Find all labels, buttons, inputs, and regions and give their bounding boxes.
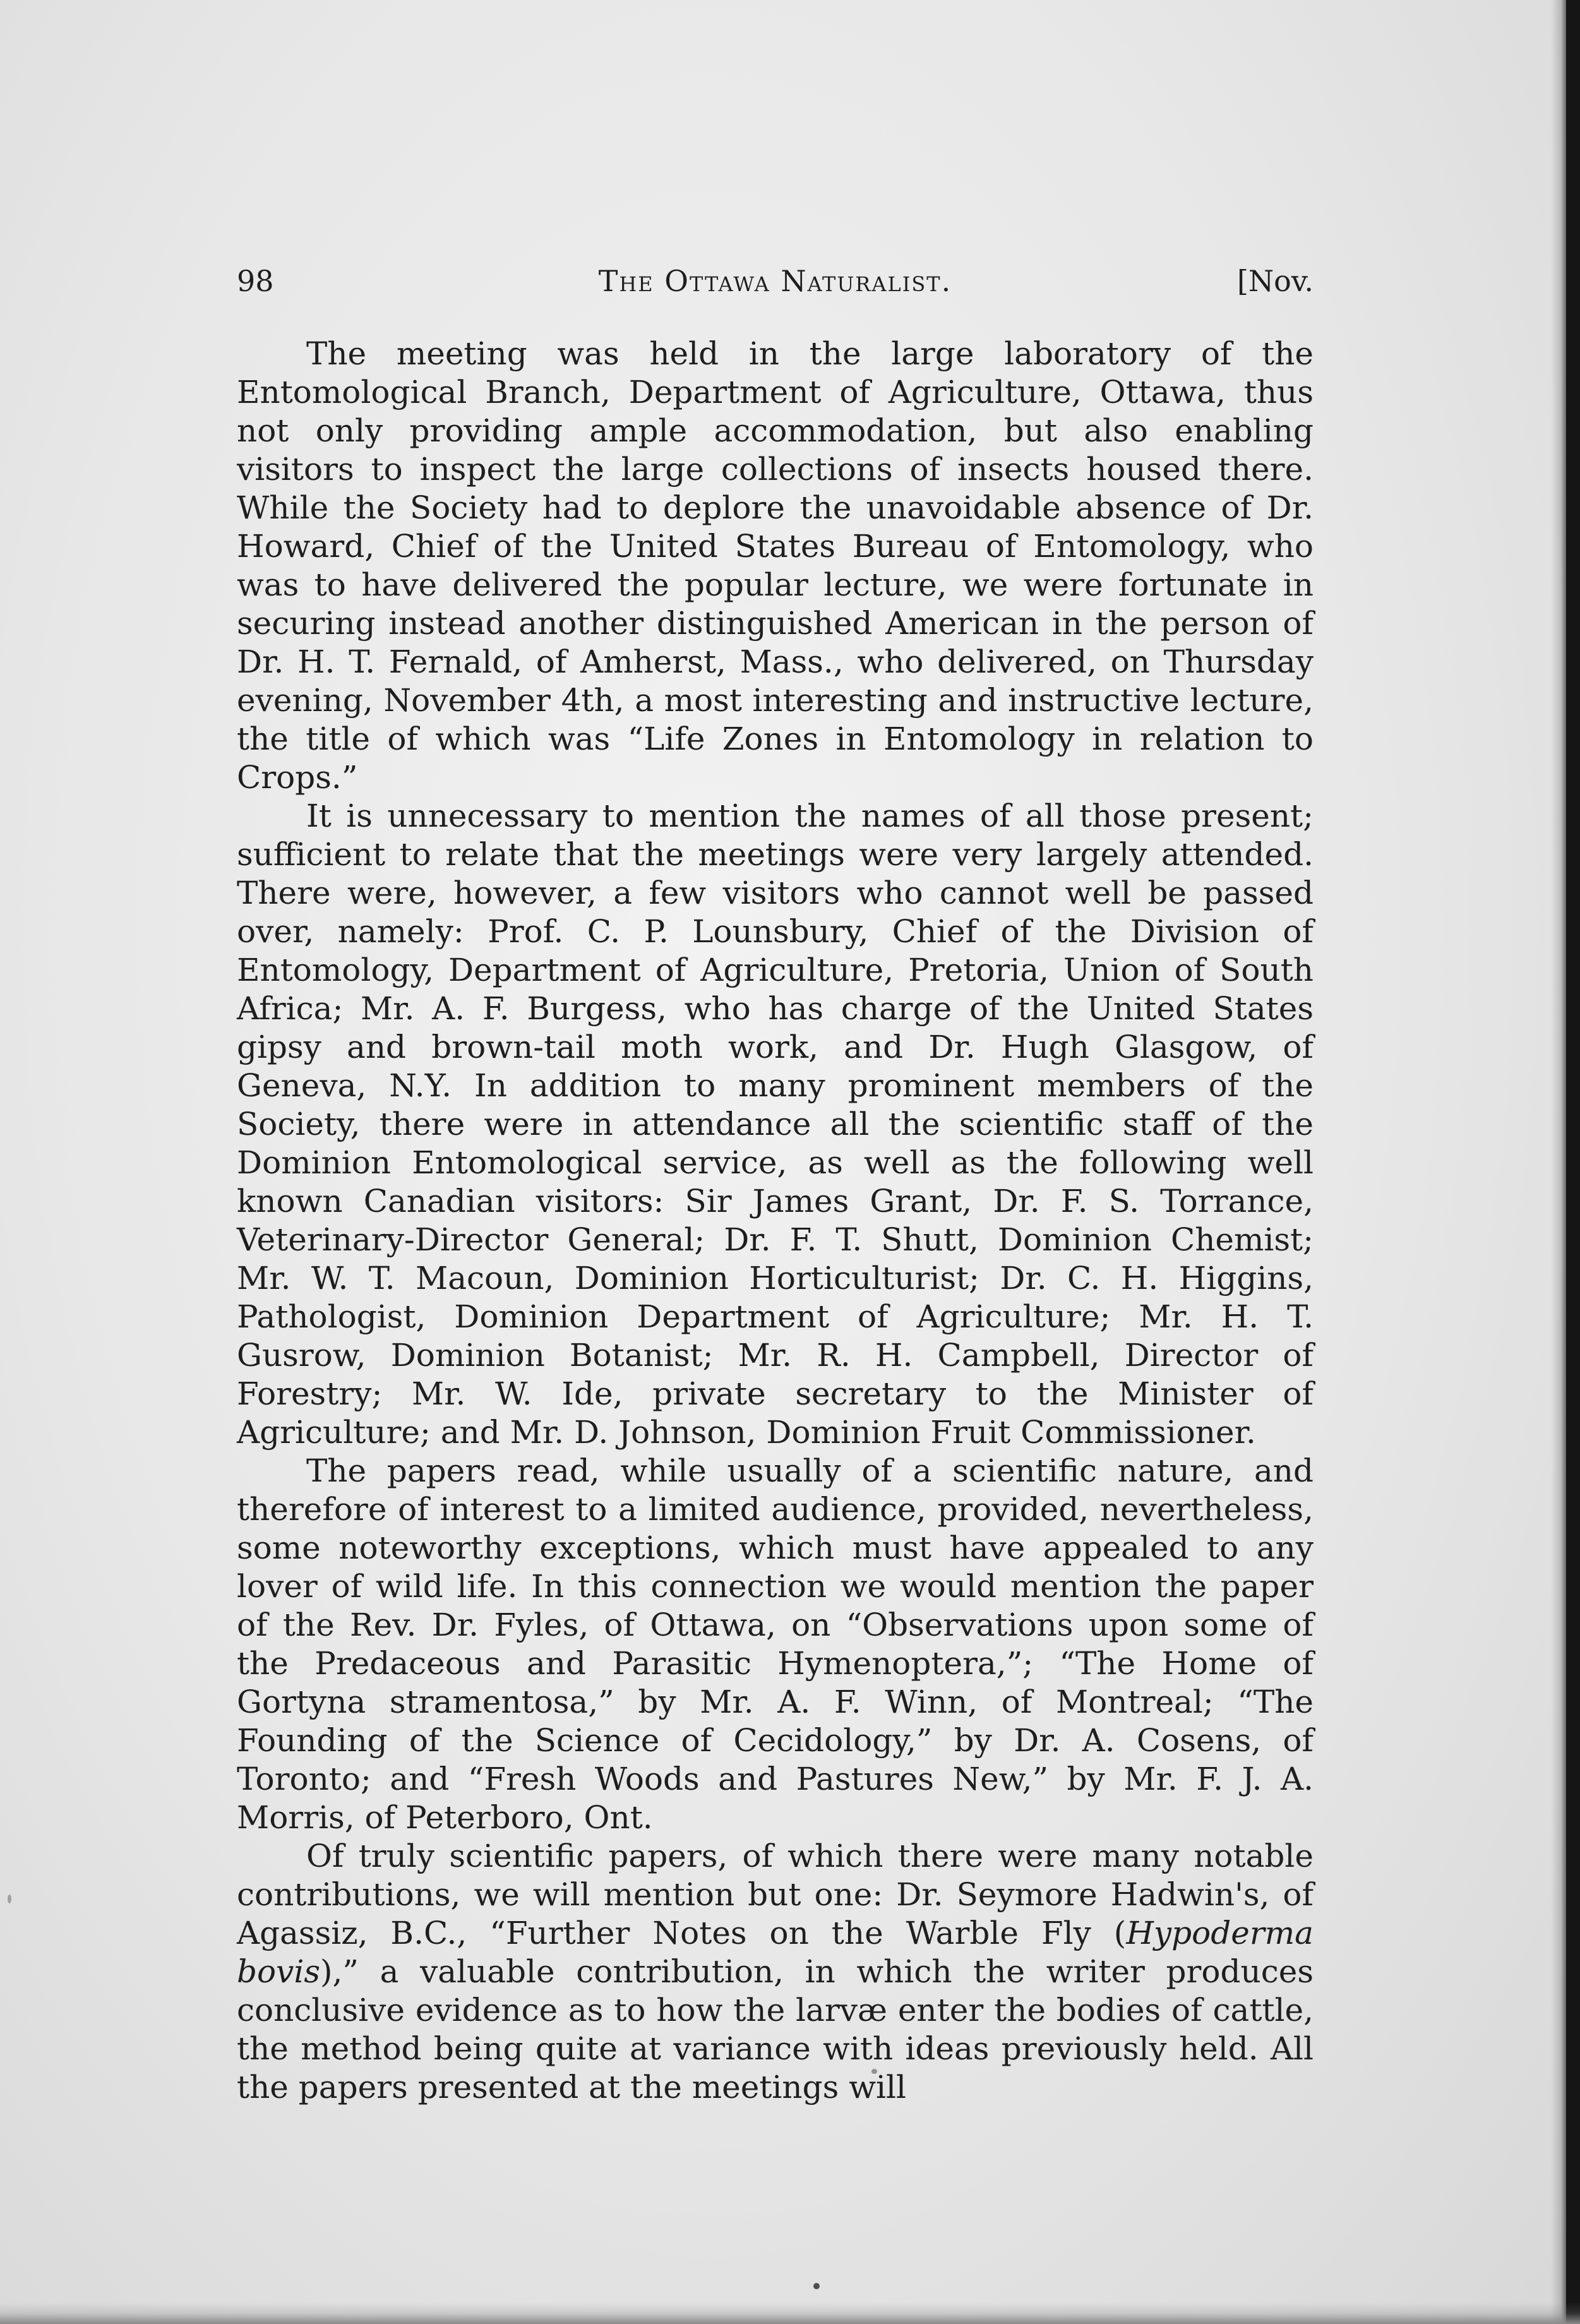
paragraph-visitors: It is unnecessary to mention the names of all those present; sufficient to relate that the meetings were very largely attended. There were, however, a few visitors who cannot well be passed over, namely: Prof. C. P. Lounsbury, Chief of the Division of Entomology, Department of Agriculture, Pretoria, Union of South Africa; Mr. A. F. Burgess, who has charge of the United States gipsy and brown-tail moth work, and Dr. Hugh Glasgow, of Geneva, N.Y. In addition to many prominent members of the Society, there were in attendance all the scientific staff of the Dominion Entomological service, as well as the following well known Canadian visitors: Sir James Grant, Dr. F. S. Torrance, Veterinary-Director General; Dr. F. T. Shutt, Dominion Chemist; Mr. W. T. Macoun, Dominion Horticulturist; Dr. C. H. Higgins, Pathologist, Dominion Department of Agriculture; Mr. H. T. Gusrow, Dominion Botanist; Mr. R. H. Campbell, Director of Forestry; Mr. W. Ide, private secretary to the Minister of Agriculture; and Mr. D. Johnson, Dominion Fruit Commissioner.	[237, 798, 1314, 1451]
issue-month: [Nov.	[1236, 264, 1314, 298]
page-bottom-edge-shadow	[0, 2303, 1580, 2324]
species-name: Hypoderma bovis	[237, 1915, 1314, 1990]
running-header	[237, 253, 1314, 309]
paragraph-scientific-papers	[237, 1837, 1314, 2107]
page-content	[237, 253, 1314, 2107]
scan-dust-speck	[8, 1895, 11, 1903]
page-number: 98	[237, 264, 274, 298]
paragraph-text-after-species: ),” a valuable contribution, in which the writer produces conclusive evidence as to how the larvæ enter the bodies of cattle, the method being quite at variance with ideas previously held. All the papers presented at the meetings will	[237, 1953, 1314, 2105]
paragraph-papers-read: The papers read, while usually of a scientific nature, and therefore of interest to a limited audience, provided, nevertheless, some noteworthy exceptions, which must have appealed to any lover of wild life. In this connection we would mention the paper of the Rev. Dr. Fyles, of Ottawa, on “Observations upon some of the Predaceous and Parasitic Hymenoptera,”; “The Home of Gortyna stramentosa,” by Mr. A. F. Winn, of Montreal; “The Founding of the Science of Cecidology,” by Dr. A. Cosens, of Toronto; and “Fresh Woods and Pastures New,” by Mr. F. J. A. Morris, of Peterboro, Ont.	[237, 1452, 1314, 1836]
scan-right-border	[1566, 0, 1580, 2324]
paragraph-meeting-location: The meeting was held in the large laboratory of the Entomological Branch, Department of Agriculture, Ottawa, thus not only providing ample accommodation, but also enabling visitors to inspect the large collections of insects housed there. While the Society had to deplore the unavoidable absence of Dr. Howard, Chief of the United States Bureau of Entomology, who was to have delivered the popular lecture, we were fortunate in securing instead another distinguished American in the person of Dr. H. T. Fernald, of Amherst, Mass., who delivered, on Thursday evening, November 4th, a most interesting and instructive lecture, the title of which was “Life Zones in Entomology in relation to Crops.”	[237, 335, 1314, 796]
scan-dust-speck	[813, 2283, 820, 2289]
page-right-edge-shadow	[1551, 0, 1566, 2324]
journal-title: The Ottawa Naturalist.	[598, 264, 952, 298]
paragraph-text-before-species: Of truly scientific papers, of which there were many notable contributions, we will mention but one: Dr. Seymore Hadwin's, of Agassiz, B.C., “Further Notes on the Warble Fly (	[237, 1838, 1314, 1951]
